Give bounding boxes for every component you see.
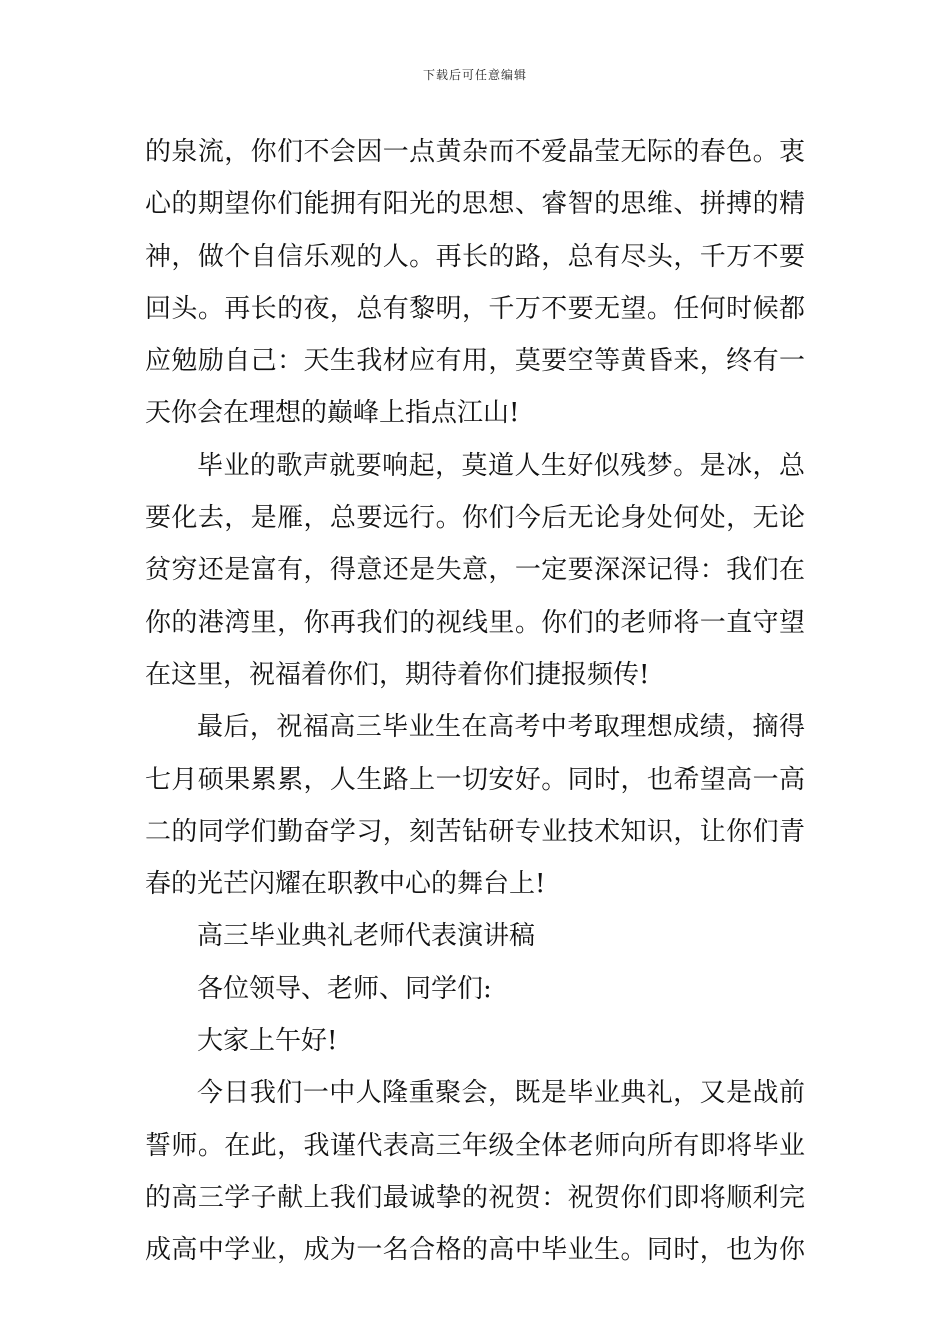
greeting: 大家上午好! [197,1026,338,1057]
text-line: 心的期望你们能拥有阳光的思想、睿智的思维、拼搏的精 [145,189,805,220]
text-line: 你的港湾里，你再我们的视线里。你们的老师将一直守望 [145,607,805,638]
text-line: 成高中学业，成为一名合格的高中毕业生。同时，也为你 [145,1235,805,1266]
page-header-note: 下载后可任意编辑 [422,68,527,82]
text-line: 贫穷还是富有，得意还是失意，一定要深深记得：我们在 [145,555,805,586]
text-line: 应勉励自己：天生我材应有用，莫要空等黄昏来，终有一 [145,346,805,377]
text-line: 的高三学子献上我们最诚挚的祝贺：祝贺你们即将顺利完 [145,1182,805,1213]
text-line: 二的同学们勤奋学习，刻苦钻研专业技术知识，让你们青 [145,816,805,847]
paragraph-first-line: 毕业的歌声就要响起，莫道人生好似残梦。是冰，总 [197,450,805,481]
text-line: 的泉流，你们不会因一点黄杂而不爱晶莹无际的春色。衷 [145,137,805,167]
speech-title: 高三毕业典礼老师代表演讲稿 [197,921,536,952]
paragraph-first-line: 最后，祝福高三毕业生在高考中考取理想成绩，摘得 [197,712,805,743]
salutation: 各位领导、老师、同学们: [197,973,492,1004]
text-line: 回头。再长的夜，总有黎明，千万不要无望。任何时候都 [145,293,805,324]
document-body [145,126,805,1277]
text-line: 七月硕果累累，人生路上一切安好。同时，也希望高一高 [145,764,805,795]
text-line: 在这里，祝福着你们，期待着你们捷报频传! [145,659,650,690]
text-line: 要化去，是雁，总要远行。你们今后无论身处何处，无论 [145,503,805,534]
text-line: 天你会在理想的巅峰上指点江山! [145,398,520,429]
text-line: 誓师。在此，我谨代表高三年级全体老师向所有即将毕业 [145,1130,805,1161]
text-line: 春的光芒闪耀在职教中心的舞台上! [145,869,546,900]
text-line: 神，做个自信乐观的人。再长的路，总有尽头，千万不要 [145,241,805,272]
paragraph-first-line: 今日我们一中人隆重聚会，既是毕业典礼，又是战前 [197,1078,805,1109]
